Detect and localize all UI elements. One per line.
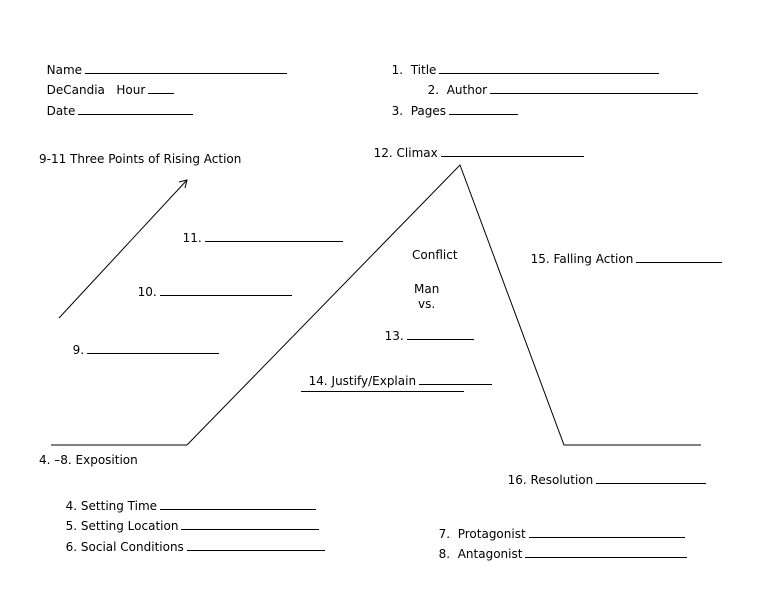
justify-second-blank[interactable]	[301, 391, 464, 392]
point-10-blank[interactable]	[160, 284, 292, 296]
antagonist-label: 8. Antagonist	[438, 547, 523, 561]
justify-field	[301, 359, 492, 388]
author-blank[interactable]	[490, 82, 698, 94]
falling-action-label: 15. Falling Action	[530, 252, 634, 266]
protagonist-label: 7. Protagonist	[438, 527, 526, 541]
justify-label: 14. Justify/Explain	[308, 374, 417, 388]
social-conditions-label: 6. Social Conditions	[65, 540, 184, 554]
climax-blank[interactable]	[441, 145, 584, 157]
antagonist-blank[interactable]	[525, 546, 687, 558]
point-10-label: 10.	[137, 285, 157, 299]
climax-label: 12. Climax	[373, 146, 438, 160]
date-field	[39, 89, 193, 118]
conflict-field	[377, 314, 474, 343]
conflict-vs: vs.	[418, 297, 436, 311]
justify-blank[interactable]	[419, 373, 492, 385]
resolution-blank[interactable]	[596, 472, 706, 484]
pages-field	[384, 89, 518, 118]
point-9-label: 9.	[72, 343, 85, 357]
antagonist-field	[431, 532, 687, 561]
setting-time-label: 4. Setting Time	[65, 499, 158, 513]
point-11-label: 11.	[182, 231, 202, 245]
rising-point-9	[65, 328, 219, 357]
rising-action-heading: 9-11 Three Points of Rising Action	[39, 152, 242, 166]
pages-blank[interactable]	[449, 103, 518, 115]
climax-field	[366, 131, 584, 160]
hour-label: Hour	[116, 83, 146, 97]
falling-action-field	[523, 237, 722, 266]
conflict-label: Conflict	[412, 248, 458, 262]
setting-location-label: 5. Setting Location	[65, 519, 179, 533]
plot-mountain-line	[51, 165, 701, 445]
author-label: 2. Author	[427, 83, 488, 97]
pages-label: 3. Pages	[391, 104, 447, 118]
resolution-field	[500, 458, 706, 487]
title-label: 1. Title	[391, 63, 437, 77]
name-label: Name	[46, 63, 83, 77]
exposition-label: 4. –8. Exposition	[39, 453, 138, 467]
teacher-name: DeCandia	[46, 83, 105, 97]
rising-point-11	[175, 216, 343, 245]
social-conditions-field	[58, 525, 325, 554]
resolution-label: 16. Resolution	[507, 473, 594, 487]
date-label: Date	[46, 104, 76, 118]
point-13-label: 13.	[384, 329, 404, 343]
point-9-blank[interactable]	[87, 342, 219, 354]
conflict-blank[interactable]	[407, 328, 474, 340]
conflict-man: Man	[414, 282, 440, 296]
point-11-blank[interactable]	[205, 230, 343, 242]
date-blank[interactable]	[78, 103, 193, 115]
social-conditions-blank[interactable]	[187, 539, 325, 551]
falling-action-blank[interactable]	[636, 251, 722, 263]
rising-point-10	[130, 270, 292, 299]
